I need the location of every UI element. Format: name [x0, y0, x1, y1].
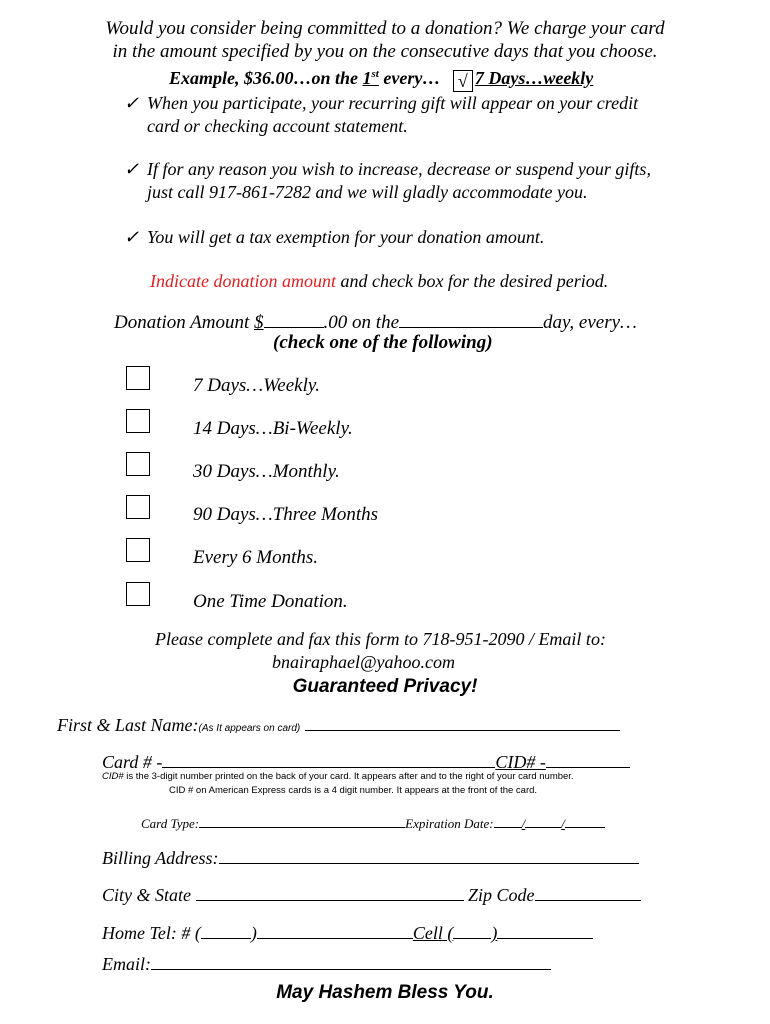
- bullet-2-line-1: If for any reason you wish to increase, decrease or suspend your gifts,: [147, 159, 651, 179]
- example-line: [169, 68, 593, 92]
- intro-line-1: Would you consider being committed to a donation? We charge your card: [105, 18, 665, 39]
- bullet-2-line-2: just call 917-861-7282 and we will gladly accommodate you.: [147, 182, 588, 202]
- email-field[interactable]: [151, 951, 551, 970]
- phone-row: [102, 920, 593, 944]
- check-one-heading: (check one of the following): [273, 332, 493, 353]
- home-tel-label: Home Tel: # (: [102, 923, 201, 943]
- donation-day-every: day, every…: [543, 312, 637, 333]
- expiration-label: Expiration Date:: [405, 816, 494, 831]
- exp-month-field[interactable]: [494, 814, 522, 828]
- donation-amount-line: [114, 308, 637, 334]
- cell-field[interactable]: [497, 920, 593, 939]
- donation-label: Donation Amount: [114, 312, 255, 333]
- city-row: [102, 882, 641, 906]
- option-label-three-months: 90 Days…Three Months: [193, 504, 379, 525]
- example-suffix: 7 Days…weekly: [474, 68, 594, 88]
- card-row: [102, 749, 630, 773]
- name-label: First & Last Name:: [57, 715, 199, 735]
- option-label-one-time: One Time Donation.: [193, 591, 348, 612]
- indicate-instruction: [150, 271, 608, 292]
- name-field[interactable]: [305, 712, 620, 731]
- contact-line-1: Please complete and fax this form to 718-951-2090 / Email to:: [155, 629, 606, 649]
- email-row: [102, 951, 551, 975]
- city-state-field[interactable]: [196, 882, 464, 901]
- card-type-field[interactable]: [199, 814, 405, 828]
- email-label: Email:: [102, 954, 151, 974]
- cell-label: Cell (: [412, 923, 454, 943]
- indicate-rest-text: and check box for the desired period.: [335, 271, 609, 291]
- cid-note-bold: CID#: [102, 771, 124, 782]
- indicate-red-text: Indicate donation amount: [150, 271, 336, 291]
- option-checkbox-one-time[interactable]: [126, 582, 150, 606]
- check-icon: ✓: [124, 227, 140, 247]
- cid-note-line-2: CID # on American Express cards is a 4 digit number. It appears at the front of the card.: [169, 785, 538, 796]
- billing-address-field[interactable]: [219, 845, 639, 864]
- closing-blessing: May Hashem Bless You.: [276, 982, 494, 1003]
- card-type-row: [141, 814, 605, 832]
- example-day: 1st: [362, 68, 379, 88]
- donation-on-the: on the: [347, 312, 400, 333]
- option-checkbox-bi-weekly[interactable]: [126, 409, 150, 433]
- cell-close-paren: ): [491, 923, 498, 943]
- option-checkbox-three-months[interactable]: [126, 495, 150, 519]
- privacy-heading: Guaranteed Privacy!: [292, 676, 478, 697]
- city-label: City & State: [102, 885, 196, 905]
- option-checkbox-monthly[interactable]: [126, 452, 150, 476]
- bullet-1-line-2: card or checking account statement.: [147, 116, 408, 136]
- cid-note-line-1: [102, 771, 574, 782]
- billing-label: Billing Address:: [102, 848, 219, 868]
- exp-slash-1: /: [521, 816, 526, 831]
- bullet-1-line-1: When you participate, your recurring gift will appear on your credit: [147, 93, 639, 113]
- option-checkbox-six-months[interactable]: [126, 538, 150, 562]
- home-area-code-field[interactable]: [201, 920, 251, 939]
- cid-field[interactable]: [546, 749, 630, 768]
- card-label: Card # -: [102, 752, 163, 772]
- donation-dollar: $: [254, 312, 264, 333]
- cell-area-code-field[interactable]: [453, 920, 491, 939]
- bullet-3-line-1: You will get a tax exemption for your donation amount.: [147, 227, 545, 247]
- name-row: [57, 712, 620, 736]
- billing-row: [102, 845, 639, 869]
- card-number-field[interactable]: [162, 749, 495, 768]
- example-checkbox: √: [453, 70, 473, 92]
- cid-label: CID# -: [495, 752, 546, 772]
- donation-cents: .00: [323, 312, 348, 333]
- option-label-monthly: 30 Days…Monthly.: [193, 461, 340, 482]
- home-tel-field[interactable]: [257, 920, 413, 939]
- option-label-weekly: 7 Days…Weekly.: [193, 375, 320, 396]
- exp-slash-2: /: [561, 816, 565, 831]
- option-label-six-months: Every 6 Months.: [193, 547, 319, 568]
- check-icon: ✓: [124, 93, 140, 113]
- cid-note-text: is the 3-digit number printed on the back of your card. It appears after and to the right of your card number.: [123, 771, 574, 782]
- home-close-paren: ): [250, 923, 257, 943]
- zip-label: Zip Code: [468, 885, 535, 905]
- contact-email: bnairaphael@yahoo.com: [272, 652, 456, 672]
- intro-line-2: in the amount specified by you on the consecutive days that you choose.: [112, 41, 658, 62]
- donation-amount-field[interactable]: [264, 308, 324, 328]
- example-prefix: Example, $36.00…on the: [169, 68, 363, 88]
- exp-day-field[interactable]: [525, 814, 561, 828]
- option-checkbox-weekly[interactable]: [126, 366, 150, 390]
- example-every: every…: [378, 68, 441, 88]
- card-type-label: Card Type:: [141, 816, 200, 831]
- check-icon: ✓: [124, 159, 140, 179]
- name-note: (As It appears on card): [198, 723, 301, 734]
- donation-day-field[interactable]: [399, 308, 543, 328]
- option-label-bi-weekly: 14 Days…Bi-Weekly.: [193, 418, 353, 439]
- zip-code-field[interactable]: [535, 882, 641, 901]
- exp-year-field[interactable]: [565, 814, 605, 828]
